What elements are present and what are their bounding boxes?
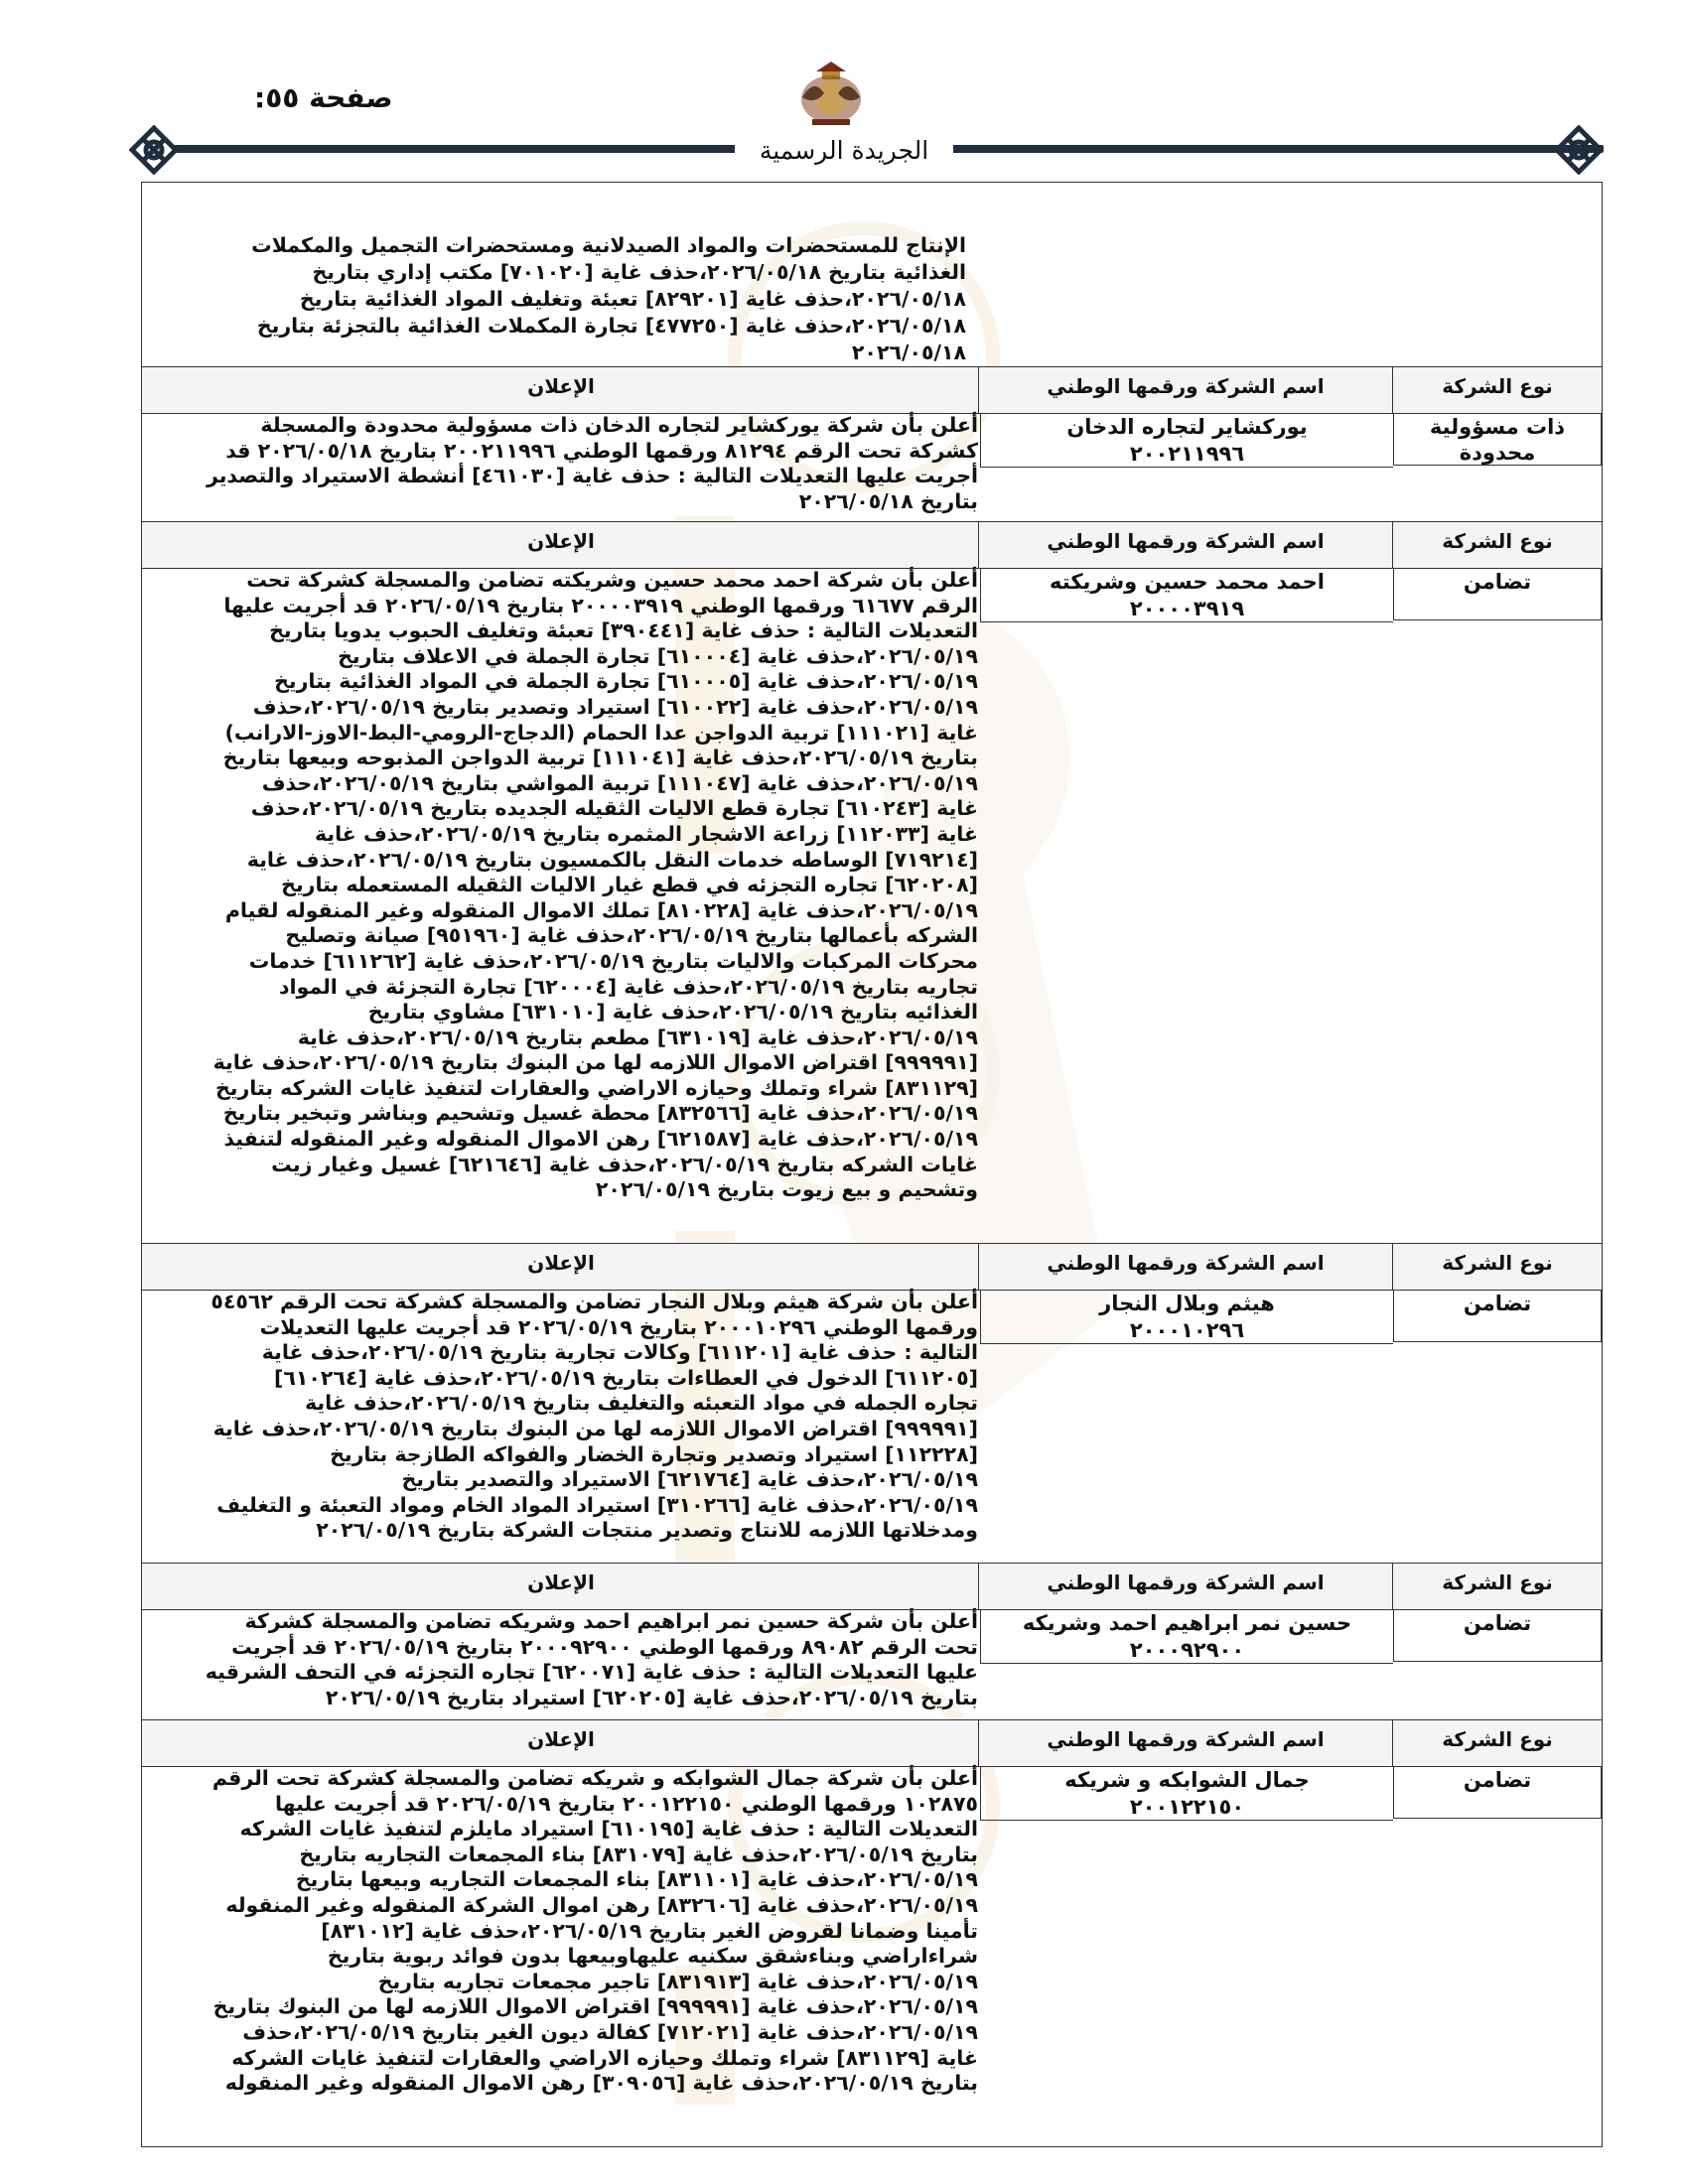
company-type-cell: ذات مسؤولية محدودة	[1393, 414, 1602, 466]
table-header-row	[142, 1243, 1602, 1291]
company-name-cell: حسين نمر ابراهيم احمد وشريكه ٢٠٠٠٩٢٩٠٠	[980, 1610, 1393, 1664]
company-name-cell: احمد محمد حسين وشريكته ٢٠٠٠٠٣٩١٩	[980, 569, 1393, 622]
company-type-cell: تضامن	[1393, 1291, 1602, 1342]
table-header-row	[142, 366, 1602, 414]
header-company-name: اسم الشركة ورقمها الوطني	[978, 367, 1393, 413]
company-name-cell: يوركشاير لتجاره الدخان ٢٠٠٢١١٩٩٦	[980, 414, 1393, 468]
header-company-type: نوع الشركة	[1442, 374, 1553, 398]
header-company-type: نوع الشركة	[1442, 1251, 1553, 1275]
header-announcement: الإعلان	[527, 529, 595, 553]
ornament-knot-icon	[129, 125, 179, 175]
company-type-cell: تضامن	[1393, 1610, 1602, 1662]
header-company-name: اسم الشركة ورقمها الوطني	[978, 1720, 1393, 1766]
company-name-cell: هيثم وبلال النجار ٢٠٠٠١٠٢٩٦	[980, 1291, 1393, 1344]
header-company-name: اسم الشركة ورقمها الوطني	[978, 1244, 1393, 1290]
announcements-table	[141, 182, 1603, 2147]
header-company-type: نوع الشركة	[1442, 1727, 1553, 1751]
ornament-knot-icon	[1554, 125, 1604, 175]
header-announcement: الإعلان	[527, 374, 595, 398]
gazette-title: الجريدة الرسمية	[735, 133, 953, 169]
company-type-cell: تضامن	[1393, 1767, 1602, 1819]
announcement-text: أعلن بأن شركة هيثم وبلال النجار تضامن والمسجلة كشركة تحت الرقم ٥٤٥٦٢ ورقمها الوطني ٢٠٠٠١٠٢٩٦ بتاريخ ٢٠٢٦/٠٥/١٩ قد أجريت عليها التعديلات التالية : حذف غاية [٦١١٢٠١] وكالات تجارية بتاريخ ٢٠٢٦/٠٥/١٩،حذف غاية [٦١١٢٠٥] الدخول في العطاءات بتاريخ ٢٠٢٦/٠٥/١٩،حذف غاية [٦١٠٢٦٤] تجاره الجمله في مواد التعبئه والتغليف بتاريخ ٢٠٢٦/٠٥/١٩،حذف غاية [٩٩٩٩٩١] اقتراض الاموال اللازمه لها من البنوك بتاريخ ٢٠٢٦/٠٥/١٩،حذف غاية [١١٢٢٢٨] استيراد وتصدير وتجارة الخضار والفواكه الطازجة بتاريخ ٢٠٢٦/٠٥/١٩،حذف غاية [٦٢١٧٦٤] الاستيراد والتصدير بتاريخ ٢٠٢٦/٠٥/١٩،حذف غاية [٣١٠٢٦٦] استيراد المواد الخام ومواد التعبئة و التغليف ومدخلاتها اللازمه للانتاج وتصدير منتجات الشركة بتاريخ ٢٠٢٦/٠٥/١٩	[211, 1290, 978, 1543]
announcement-text: أعلن بأن شركة يوركشاير لتجاره الدخان ذات مسؤولية محدودة والمسجلة كشركة تحت الرقم ٨١٢٩٤ ورقمها الوطني ٢٠٠٢١١٩٩٦ بتاريخ ٢٠٢٦/٠٥/١٨ قد أجريت عليها التعديلات التالية : حذف غاية [٤٦١٠٣٠] أنشطة الاستيراد والتصدير بتاريخ ٢٠٢٦/٠٥/١٨	[206, 413, 978, 513]
header-company-type: نوع الشركة	[1442, 1570, 1553, 1594]
table-header-row	[142, 1719, 1602, 1767]
table-header-row	[142, 521, 1602, 569]
announcement-text: أعلن بأن شركة احمد محمد حسين وشريكته تضامن والمسجلة كشركة تحت الرقم ٦١٦٧٧ ورقمها الوطني ٢٠٠٠٠٣٩١٩ بتاريخ ٢٠٢٦/٠٥/١٩ قد أجريت عليها التعديلات التالية : حذف غاية [٣٩٠٤٤١] تعبئة وتغليف الحبوب يدويا بتاريخ ٢٠٢٦/٠٥/١٩،حذف غاية [٦١٠٠٠٤] تجارة الجملة في الاعلاف بتاريخ ٢٠٢٦/٠٥/١٩،حذف غاية [٦١٠٠٠٥] تجارة الجملة في المواد الغذائية بتاريخ ٢٠٢٦/٠٥/١٩،حذف غاية [٦١٠٠٢٢] استيراد وتصدير بتاريخ ٢٠٢٦/٠٥/١٩،حذف غاية [١١١٠٢١] تربية الدواجن عدا الحمام (الدجاج-الرومي-البط-الاوز-الارانب) بتاريخ ٢٠٢٦/٠٥/١٩،حذف غاية [١١١٠٤١] تربية الدواجن المذبوحه وبيعها بتاريخ ٢٠٢٦/٠٥/١٩،حذف غاية [١١١٠٤٧] تربية المواشي بتاريخ ٢٠٢٦/٠٥/١٩،حذف غاية [٦١٠٢٤٣] تجارة قطع الاليات الثقيله الجديده بتاريخ ٢٠٢٦/٠٥/١٩،حذف غاية [١١٢٠٣٣] زراعة الاشجار المثمره بتاريخ ٢٠٢٦/٠٥/١٩،حذف غاية [٧١٩٢١٤] الوساطه خدمات النقل بالكمسيون بتاريخ ٢٠٢٦/٠٥/١٩،حذف غاية [٦٢٠٢٠٨] تجاره التجزئه في قطع غيار الاليات الثقيله المستعمله بتاريخ ٢٠٢٦/٠٥/١٩،حذف غاية [٨١٠٢٢٨] تملك الاموال المنقوله وغير المنقوله لقيام الشركه بأعمالها بتاريخ ٢٠٢٦/٠٥/١٩،حذف غاية [٩٥١٩٦٠] صيانة وتصليح محركات المركبات والاليات بتاريخ ٢٠٢٦/٠٥/١٩،حذف غاية [٦١١٢٦٢] خدمات تجاريه بتاريخ ٢٠٢٦/٠٥/١٩،حذف غاية [٦٢٠٠٠٤] تجارة التجزئة في المواد الغذائيه بتاريخ ٢٠٢٦/٠٥/١٩،حذف غاية [٦٣١٠١٠] مشاوي بتاريخ ٢٠٢٦/٠٥/١٩،حذف غاية [٦٣١٠١٩] مطعم بتاريخ ٢٠٢٦/٠٥/١٩،حذف غاية [٩٩٩٩٩١] اقتراض الاموال اللازمه لها من البنوك بتاريخ ٢٠٢٦/٠٥/١٩،حذف غاية [٨٣١١٢٩] شراء وتملك وحيازه الاراضي والعقارات لتنفيذ غايات الشركه بتاريخ ٢٠٢٦/٠٥/١٩،حذف غاية [٨٣٢٥٦٦] محطة غسيل وتشحيم وبناشر وتبخير بتاريخ ٢٠٢٦/٠٥/١٩،حذف غاية [٦٢١٥٨٧] رهن الاموال المنقوله وغير المنقوله لتنفيذ غايات الشركه بتاريخ ٢٠٢٦/٠٥/١٩،حذف غاية [٦٢١٦٤٦] غسيل وغيار زيت وتشحيم و بيع زيوت بتاريخ ٢٠٢٦/٠٥/١٩	[212, 568, 978, 1202]
company-type-cell: تضامن	[1393, 569, 1602, 620]
header-announcement: الإعلان	[527, 1570, 595, 1594]
page-number: صفحة ٥٥:	[254, 81, 393, 114]
header-company-name: اسم الشركة ورقمها الوطني	[978, 522, 1393, 568]
announcement-text: أعلن بأن شركة جمال الشوابكه و شريكه تضامن والمسجلة كشركة تحت الرقم ١٠٢٨٧٥ ورقمها الوطني ٢٠٠١٢٢١٥٠ بتاريخ ٢٠٢٦/٠٥/١٩ قد أجريت عليها التعديلات التالية : حذف غاية [٦١٠١٩٥] استيراد مايلزم لتنفيذ غايات الشركه بتاريخ ٢٠٢٦/٠٥/١٩،حذف غاية [٨٣١٠٧٩] بناء المجمعات التجاريه بتاريخ ٢٠٢٦/٠٥/١٩،حذف غاية [٨٣١١٠١] بناء المجمعات التجاريه وبيعها بتاريخ ٢٠٢٦/٠٥/١٩،حذف غاية [٨٣٢٦٠٦] رهن اموال الشركة المنقوله وغير المنقوله تأمينا وضمانا لقروض الغير بتاريخ ٢٠٢٦/٠٥/١٩،حذف غاية [٨٣١٠١٢] شراءاراضي وبناءشقق سكنيه عليهاوبيعها بدون فوائد ربوية بتاريخ ٢٠٢٦/٠٥/١٩،حذف غاية [٨٣١٩١٣] تاجير مجمعات تجاريه بتاريخ ٢٠٢٦/٠٥/١٩،حذف غاية [٩٩٩٩٩١] اقتراض الاموال اللازمه لها من البنوك بتاريخ ٢٠٢٦/٠٥/١٩،حذف غاية [٧١٢٠٢١] كفالة ديون الغير بتاريخ ٢٠٢٦/٠٥/١٩،حذف غاية [٨٣١١٢٩] شراء وتملك وحيازه الاراضي والعقارات لتنفيذ غايات الشركه بتاريخ ٢٠٢٦/٠٥/١٩،حذف غاية [٣٠٩٠٥٦] رهن الاموال المنقوله وغير المنقوله	[211, 1766, 978, 2096]
header-company-type: نوع الشركة	[1442, 529, 1553, 553]
announcement-text: أعلن بأن شركة حسين نمر ابراهيم احمد وشريكه تضامن والمسجلة كشركة تحت الرقم ٨٩٠٨٢ ورقمها الوطني ٢٠٠٠٩٢٩٠٠ بتاريخ ٢٠٢٦/٠٥/١٩ قد أجريت عليها التعديلات التالية : حذف غاية [٦٢٠٠٧١] تجاره التجزئه في التحف الشرقيه بتاريخ ٢٠٢٦/٠٥/١٩،حذف غاية [٦٢٠٢٠٥] استيراد بتاريخ ٢٠٢٦/٠٥/١٩	[205, 1609, 978, 1709]
company-name-cell: جمال الشوابكه و شريكه ٢٠٠١٢٢١٥٠	[980, 1767, 1393, 1821]
header-announcement: الإعلان	[527, 1251, 595, 1275]
header-company-name: اسم الشركة ورقمها الوطني	[978, 1564, 1393, 1609]
table-header-row	[142, 1563, 1602, 1610]
header-announcement: الإعلان	[527, 1727, 595, 1751]
continuation-text: الإنتاج للمستحضرات والمواد الصيدلانية ومستحضرات التجميل والمكملات الغذائية بتاريخ ٢٠٢٦/٠٥/١٨،حذف غاية [٧٠١٠٢٠] مكتب إداري بتاريخ ٢٠٢٦/٠٥/١٨،حذف غاية [٨٢٩٢٠١] تعبئة وتغليف المواد الغذائية بتاريخ ٢٠٢٦/٠٥/١٨،حذف غاية [٤٧٧٢٥٠] تجارة المكملات الغذائية بالتجزئة بتاريخ ٢٠٢٦/٠٥/١٨	[251, 233, 966, 364]
coat-of-arms-icon	[794, 58, 868, 127]
